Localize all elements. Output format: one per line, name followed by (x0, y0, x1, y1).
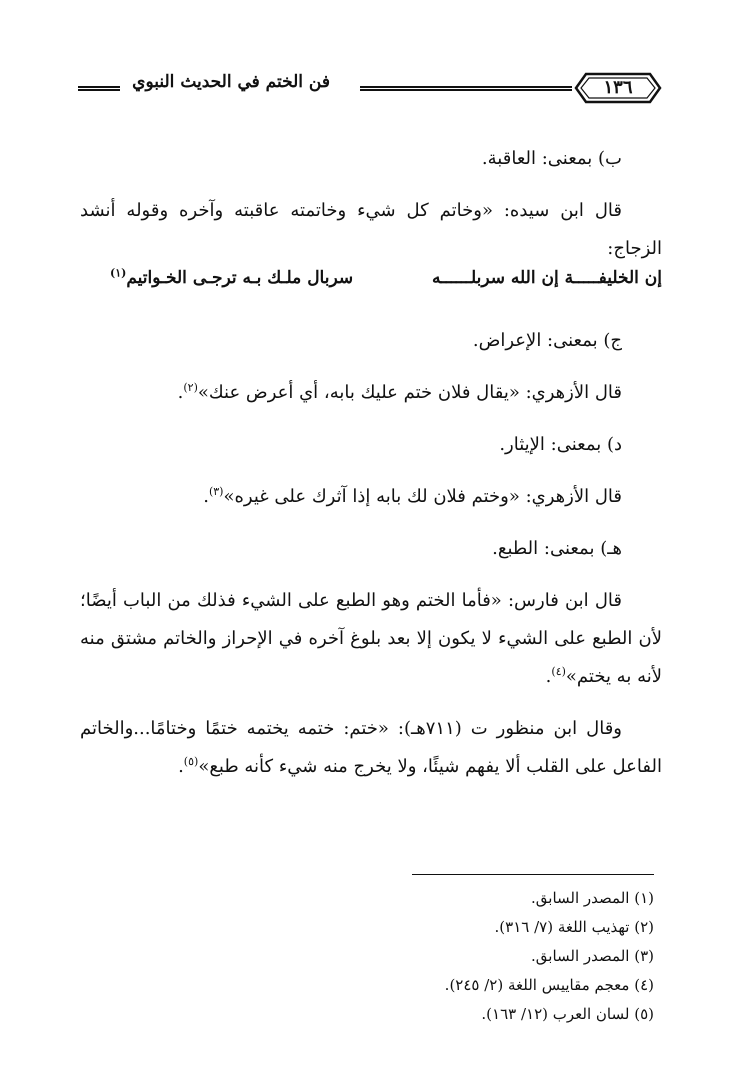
footnote-3: (٣) المصدر السابق. (531, 947, 654, 965)
footnote-5: (٥) لسان العرب (١٢/ ١٦٣). (481, 1005, 654, 1023)
footnote-4: (٤) معجم مقاييس اللغة (٢/ ٢٤٥). (444, 976, 654, 994)
item-d-heading: د) بمعنى: الإيثار. (499, 434, 622, 455)
footnote-ref-5: (٥) (183, 755, 199, 768)
footnote-ref-4: (٤) (551, 665, 566, 678)
footnote-ref-2: (٢) (183, 381, 198, 394)
quote-ibn-manzur-text: وقال ابن منظور ت (٧١١هـ): «ختم: ختمه يختمه ختمًا وختامًا...والخاتم الفاعل على القلب ألا يفهم شيئًا، ولا يخرج منه شيء كأنه طبع» (80, 718, 662, 777)
quote-azhari-1: قال الأزهري: «يقال فلان ختم عليك بابه، أي أعرض عنك»$^{(٢)}$. (177, 381, 622, 403)
footnote-1: (١) المصدر السابق. (531, 889, 654, 907)
item-b-heading: ب) بمعنى: العاقبة. (481, 148, 622, 169)
page-header (60, 68, 680, 108)
main-text (80, 140, 662, 786)
item-e-heading: هـ) بمعنى: الطبع. (492, 538, 622, 559)
page-number: ١٣٦ (603, 77, 633, 98)
footnote-separator (412, 874, 654, 875)
quote-azhari-2-text: قال الأزهري: «وختم فلان لك بابه إذا آثرك على غيره» (223, 486, 622, 507)
verse-first-hemistich: إن الخليفـــــة إن الله سربلــــــه (432, 268, 662, 288)
item-c-heading: ج) بمعنى: الإعراض. (472, 330, 622, 351)
quote-azhari-1-text: قال الأزهري: «يقال فلان ختم عليك بابه، أي أعرض عنك» (197, 382, 622, 403)
verse-second-text: سربال ملـك بـه ترجـى الخـواتيم (126, 268, 354, 288)
page-number-badge (572, 70, 664, 106)
footnote-ref-1: (١) (110, 266, 127, 280)
running-title: فن الختم في الحديث النبوي (132, 72, 330, 92)
footnotes (80, 884, 654, 1029)
footnote-2: (٢) تهذيب اللغة (٧/ ٣١٦). (494, 918, 654, 936)
quote-azhari-2: قال الأزهري: «وختم فلان لك بابه إذا آثرك على غيره»$^{(٣)}$. (203, 485, 622, 507)
quote-ibn-manzur: وقال ابن منظور ت (٧١١هـ): «ختم: ختمه يختمه ختمًا وختامًا...والخاتم الفاعل على القلب ألا يفهم شيئًا، ولا يخرج منه شيء كأنه طبع»$^{(٥)}$. (80, 718, 662, 777)
verse-second-hemistich (110, 268, 353, 288)
quote-ibn-sidah: قال ابن سيده: «وخاتم كل شيء وخاتمته عاقبته وآخره وقوله أنشد الزجاج: (80, 200, 662, 259)
header-double-rule-left (78, 86, 120, 91)
header-double-rule-right (360, 86, 572, 91)
quote-ibn-faris-text: قال ابن فارس: «فأما الختم وهو الطبع على الشيء فذلك من الباب أيضًا؛ لأن الطبع على الشيء لا يكون إلا بعد بلوغ آخره في الإحراز والخاتم مشتق منه لأنه به يختم» (80, 590, 662, 687)
footnote-ref-3: (٣) (208, 485, 224, 498)
poetry-verse (80, 268, 662, 308)
quote-ibn-faris: قال ابن فارس: «فأما الختم وهو الطبع على الشيء فذلك من الباب أيضًا؛ لأن الطبع على الشيء لا يكون إلا بعد بلوغ آخره في الإحراز والخاتم مشتق منه لأنه به يختم»$^{(٤)}$. (80, 590, 662, 687)
